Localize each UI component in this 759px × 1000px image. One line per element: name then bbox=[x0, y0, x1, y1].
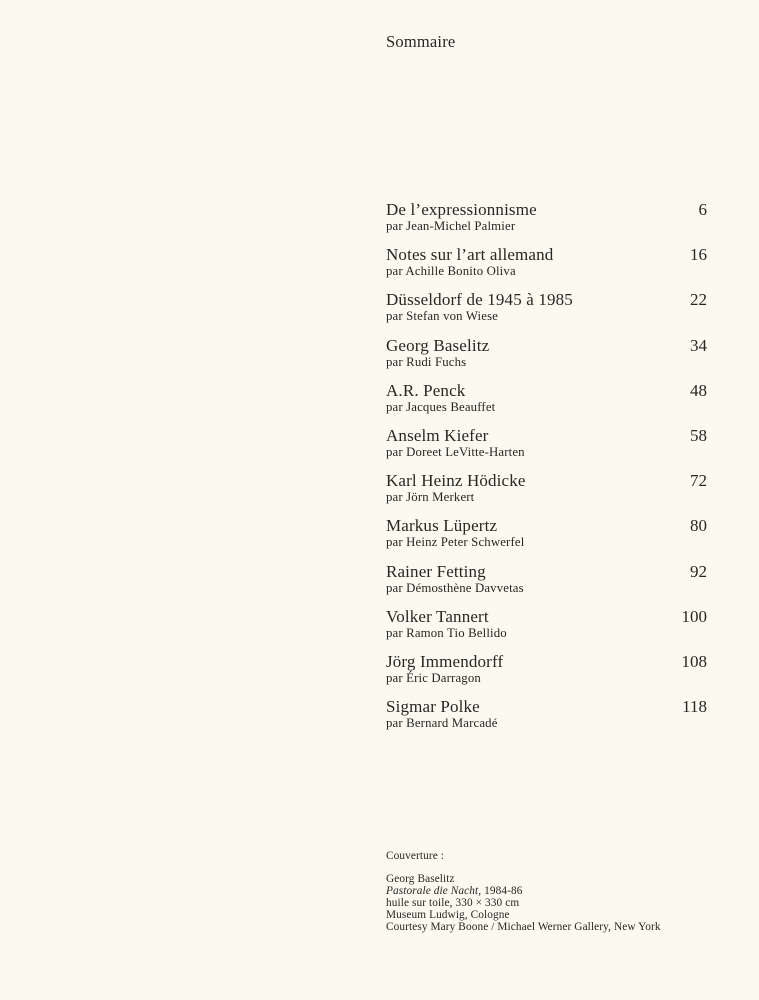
toc-entry-title: Markus Lüpertz bbox=[386, 516, 498, 536]
toc-entry-author: par Jacques Beauffet bbox=[386, 399, 496, 414]
toc-entry-author: par Jean-Michel Palmier bbox=[386, 219, 516, 233]
toc-entry bbox=[386, 336, 708, 381]
toc-entry-author: par Ramon Tio Bellido bbox=[386, 625, 507, 640]
toc-entry-author: par Doreet LeVitte-Harten bbox=[386, 444, 525, 459]
toc-entry bbox=[386, 290, 708, 335]
toc-entry-title: A.R. Penck bbox=[386, 380, 466, 400]
toc-entry-title: Georg Baselitz bbox=[386, 335, 490, 355]
cover-collection: Museum Ludwig, Cologne bbox=[386, 909, 510, 921]
cover-credits bbox=[386, 850, 661, 933]
toc-entry bbox=[386, 652, 708, 697]
cover-artwork-date: 1984-86 bbox=[481, 885, 523, 897]
toc-entry-title: Notes sur l’art allemand bbox=[386, 245, 554, 265]
toc-entry-page-number: 72 bbox=[690, 471, 707, 491]
cover-artwork bbox=[386, 885, 661, 897]
toc-entry-page-number: 22 bbox=[690, 290, 707, 310]
toc-entry-page-number: 58 bbox=[690, 425, 707, 445]
toc-entry-author: par Rudi Fuchs bbox=[386, 354, 467, 369]
page-title: Sommaire bbox=[386, 32, 456, 51]
toc-entry-author: par Éric Darragon bbox=[386, 670, 481, 685]
toc-entry-page-number: 48 bbox=[690, 380, 707, 400]
toc-entry-page-number: 6 bbox=[698, 200, 707, 219]
toc-entry-page-number: 16 bbox=[690, 245, 707, 265]
toc-entry bbox=[386, 697, 708, 742]
cover-courtesy: Courtesy Mary Boone / Michael Werner Gallery, New York bbox=[386, 921, 661, 933]
toc-entry-page-number: 80 bbox=[690, 516, 707, 536]
toc-entry-author: par Bernard Marcadé bbox=[386, 716, 498, 731]
toc-entry-author: par Achille Bonito Oliva bbox=[386, 264, 516, 279]
toc-entry bbox=[386, 381, 708, 426]
cover-credits-heading: Couverture : bbox=[386, 850, 444, 862]
toc-entry bbox=[386, 426, 708, 471]
toc-entry-title: Jörg Immendorff bbox=[386, 651, 504, 671]
toc-entry-page-number: 92 bbox=[690, 561, 707, 581]
toc-entry-title: Rainer Fetting bbox=[386, 561, 486, 581]
toc-entry bbox=[386, 200, 708, 245]
toc-entry-title: Sigmar Polke bbox=[386, 697, 480, 717]
toc-entry bbox=[386, 471, 708, 516]
toc-entry-title: Düsseldorf de 1945 à 1985 bbox=[386, 290, 573, 310]
toc-entry bbox=[386, 245, 708, 290]
toc-entry-page-number: 108 bbox=[681, 651, 707, 671]
toc-entry-title: De l’expressionnisme bbox=[386, 200, 537, 219]
toc-entry-title: Volker Tannert bbox=[386, 606, 489, 626]
toc-entry-title: Anselm Kiefer bbox=[386, 425, 489, 445]
cover-artwork-title: Pastorale die Nacht, bbox=[386, 885, 482, 897]
toc-entry-page-number: 100 bbox=[681, 606, 707, 626]
toc-entry bbox=[386, 562, 708, 607]
table-of-contents bbox=[386, 200, 708, 742]
toc-entry bbox=[386, 516, 708, 561]
toc-entry-title: Karl Heinz Hödicke bbox=[386, 471, 526, 491]
toc-entry-author: par Démosthène Davvetas bbox=[386, 580, 524, 595]
cover-medium: huile sur toile, 330 × 330 cm bbox=[386, 897, 520, 909]
toc-entry-author: par Stefan von Wiese bbox=[386, 309, 499, 324]
toc-entry-author: par Jörn Merkert bbox=[386, 490, 475, 505]
toc-entry-author: par Heinz Peter Schwerfel bbox=[386, 535, 525, 550]
cover-artist: Georg Baselitz bbox=[386, 873, 455, 885]
toc-entry-page-number: 34 bbox=[690, 335, 707, 355]
toc-entry-page-number: 118 bbox=[682, 697, 707, 717]
toc-entry bbox=[386, 607, 708, 652]
